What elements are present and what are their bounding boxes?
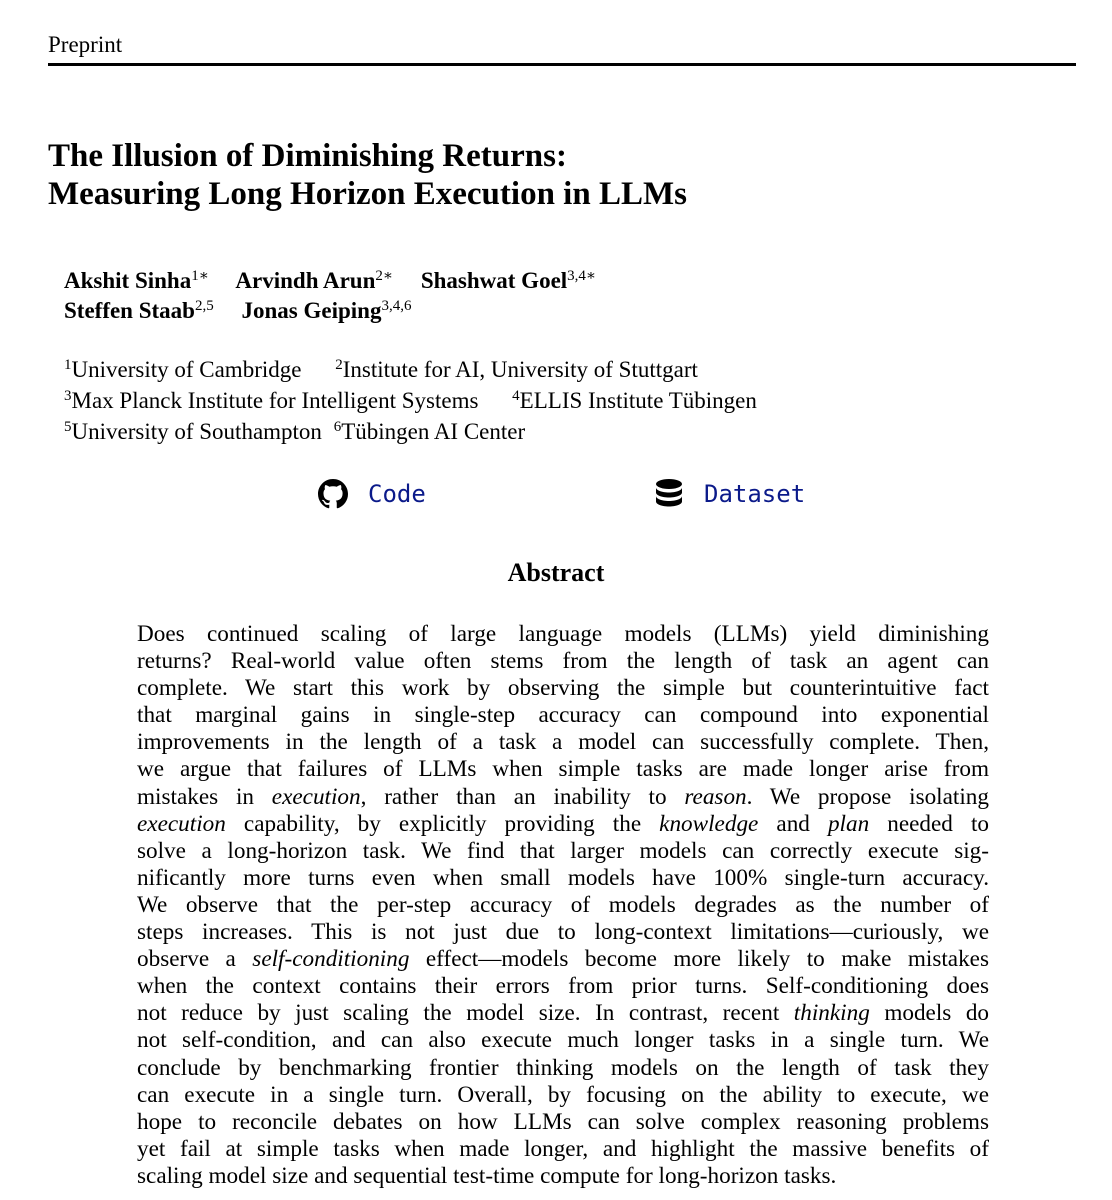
abstract-text: observe a <box>137 946 253 973</box>
affiliation-marker: 1 <box>64 357 72 373</box>
author-affiliation-marker: 2∗ <box>375 268 394 284</box>
affiliation-name: Max Planck Institute for Intelligent Systems <box>71 388 479 413</box>
affiliation-row-3 <box>64 416 785 447</box>
abstract-line <box>137 1136 989 1163</box>
affiliation-max-planck <box>64 388 478 413</box>
abstract-line <box>137 1027 989 1054</box>
affiliation-row-1 <box>64 354 785 385</box>
affiliation-name: University of Southampton <box>71 419 322 444</box>
abstract-text: , rather than an inability to <box>360 783 685 810</box>
affiliation-name: ELLIS Institute Tübingen <box>519 388 757 413</box>
abstract-line <box>137 621 989 648</box>
author-affiliation-marker: 1∗ <box>191 268 209 284</box>
abstract-text: we argue that failures of LLMs when simple tasks are made longer arise from <box>137 756 989 783</box>
abstract-heading: Abstract <box>507 558 605 587</box>
abstract-emphasis: execution <box>271 783 361 810</box>
abstract-emphasis: reason <box>684 783 747 810</box>
abstract-text: mistakes in <box>137 783 272 810</box>
abstract-text: not self-condition, and can also execute much longer tasks in a single turn. We <box>137 1027 989 1054</box>
dataset-link-label: Dataset <box>704 480 806 508</box>
author-name: Akshit Sinha <box>64 268 192 293</box>
abstract-text: complete. We start this work by observing the simple but counterintuitive fact <box>137 675 989 702</box>
running-header: Preprint <box>48 32 123 57</box>
affiliation-cambridge <box>64 357 301 382</box>
abstract-line <box>137 1055 989 1082</box>
abstract-text: improvements in the length of a task a model can successfully complete. Then, <box>137 729 989 756</box>
affiliation-marker: 3 <box>64 388 72 404</box>
title-line-1: The Illusion of Diminishing Returns: <box>48 138 567 174</box>
abstract-line <box>137 756 989 783</box>
abstract-line <box>137 1000 989 1027</box>
abstract-text: scaling model size and sequential test-time compute for long-horizon tasks. <box>137 1162 837 1189</box>
affiliation-marker: 6 <box>333 419 342 435</box>
abstract-text: yet fail at simple tasks when made longer, and highlight the massive benefits of <box>137 1135 989 1162</box>
abstract-line <box>137 973 989 1000</box>
database-icon <box>654 478 684 510</box>
affiliation-name: Institute for AI, University of Stuttgart <box>342 357 698 382</box>
affiliation-stuttgart <box>335 357 698 382</box>
dataset-link[interactable] <box>654 476 805 512</box>
abstract-line <box>137 1109 989 1136</box>
abstract-text: We observe that the per-step accuracy of models degrades as the number of <box>137 891 989 918</box>
affiliation-ellis <box>512 388 757 413</box>
affiliation-name: Tübingen AI Center <box>341 419 526 444</box>
author-row-2 <box>64 296 618 326</box>
abstract-emphasis: thinking <box>793 1000 870 1027</box>
abstract-text: that marginal gains in single-step accuracy can compound into exponential <box>137 702 989 729</box>
abstract-text: capability, by explicitly providing the <box>225 810 660 837</box>
abstract-emphasis: execution <box>137 810 226 837</box>
author-arvindh-arun <box>235 268 393 293</box>
abstract-line <box>137 702 989 729</box>
code-link[interactable] <box>318 476 426 512</box>
abstract-emphasis: self-conditioning <box>252 946 410 973</box>
abstract-emphasis: knowledge <box>659 810 759 837</box>
abstract-text: models do <box>869 1000 990 1027</box>
affiliation-name: University of Cambridge <box>71 357 302 382</box>
abstract-text: can execute in a single turn. Overall, by focusing on the ability to execute, we <box>137 1081 989 1108</box>
abstract-line <box>137 892 989 919</box>
paper-title <box>48 137 687 213</box>
affiliation-tuebingen-ai <box>334 419 525 444</box>
author-name: Steffen Staab <box>64 298 195 323</box>
resource-links <box>0 476 1112 516</box>
abstract-text: conclude by benchmarking frontier thinking models on the length of task they <box>137 1054 989 1081</box>
author-affiliation-marker: 3,4,6 <box>381 298 412 314</box>
abstract-line <box>137 838 989 865</box>
abstract-text: . We propose isolating <box>746 783 989 810</box>
title-line-2: Measuring Long Horizon Execution in LLMs <box>48 176 687 212</box>
affiliation-list <box>64 354 785 447</box>
abstract-text: hope to reconcile debates on how LLMs can solve complex reasoning problems <box>137 1108 989 1135</box>
affiliation-row-2 <box>64 385 785 416</box>
abstract-line <box>137 1082 989 1109</box>
affiliation-marker: 2 <box>335 357 343 373</box>
author-shashwat-goel <box>421 268 596 293</box>
abstract-line <box>137 675 989 702</box>
author-row-1 <box>64 266 618 296</box>
abstract-line <box>137 784 989 811</box>
abstract-text: effect—models become more likely to make mistakes <box>409 946 990 973</box>
abstract-emphasis: plan <box>827 810 870 837</box>
author-name: Shashwat Goel <box>420 268 568 293</box>
abstract-text: and <box>758 810 828 837</box>
github-icon <box>318 478 348 510</box>
author-name: Arvindh Arun <box>235 268 376 293</box>
author-akshit-sinha <box>64 268 209 293</box>
author-name: Jonas Geiping <box>241 298 382 323</box>
abstract-text: solve a long-horizon task. We find that larger models can correctly execute sig- <box>137 837 989 864</box>
abstract-text: nificantly more turns even when small models have 100% single-turn accuracy. <box>137 864 989 891</box>
abstract-line <box>137 919 989 946</box>
abstract-text: needed to <box>869 810 989 837</box>
affiliation-southampton <box>64 419 322 444</box>
abstract-text: returns? Real-world value often stems from the length of task an agent can <box>137 648 989 675</box>
author-list <box>64 266 618 326</box>
author-jonas-geiping <box>241 298 411 323</box>
abstract-line <box>137 648 989 675</box>
author-steffen-staab <box>64 298 214 323</box>
affiliation-marker: 4 <box>512 388 520 404</box>
abstract-text: Does continued scaling of large language models (LLMs) yield diminishing <box>137 621 989 647</box>
abstract-text: not reduce by just scaling the model size. In contrast, recent <box>137 1000 794 1027</box>
abstract-line <box>137 946 989 973</box>
abstract-body <box>137 621 989 1190</box>
header-rule <box>48 63 1076 66</box>
abstract-line <box>137 1163 989 1190</box>
abstract-text: steps increases. This is not just due to long-context limitations—curiously, we <box>137 919 989 946</box>
code-link-label: Code <box>368 480 426 508</box>
abstract-text: when the context contains their errors from prior turns. Self-conditioning does <box>137 973 989 1000</box>
author-affiliation-marker: 3,4∗ <box>567 268 597 284</box>
abstract-line <box>137 811 989 838</box>
author-affiliation-marker: 2,5 <box>194 298 214 314</box>
abstract-line <box>137 865 989 892</box>
abstract-line <box>137 729 989 756</box>
affiliation-marker: 5 <box>64 419 72 435</box>
